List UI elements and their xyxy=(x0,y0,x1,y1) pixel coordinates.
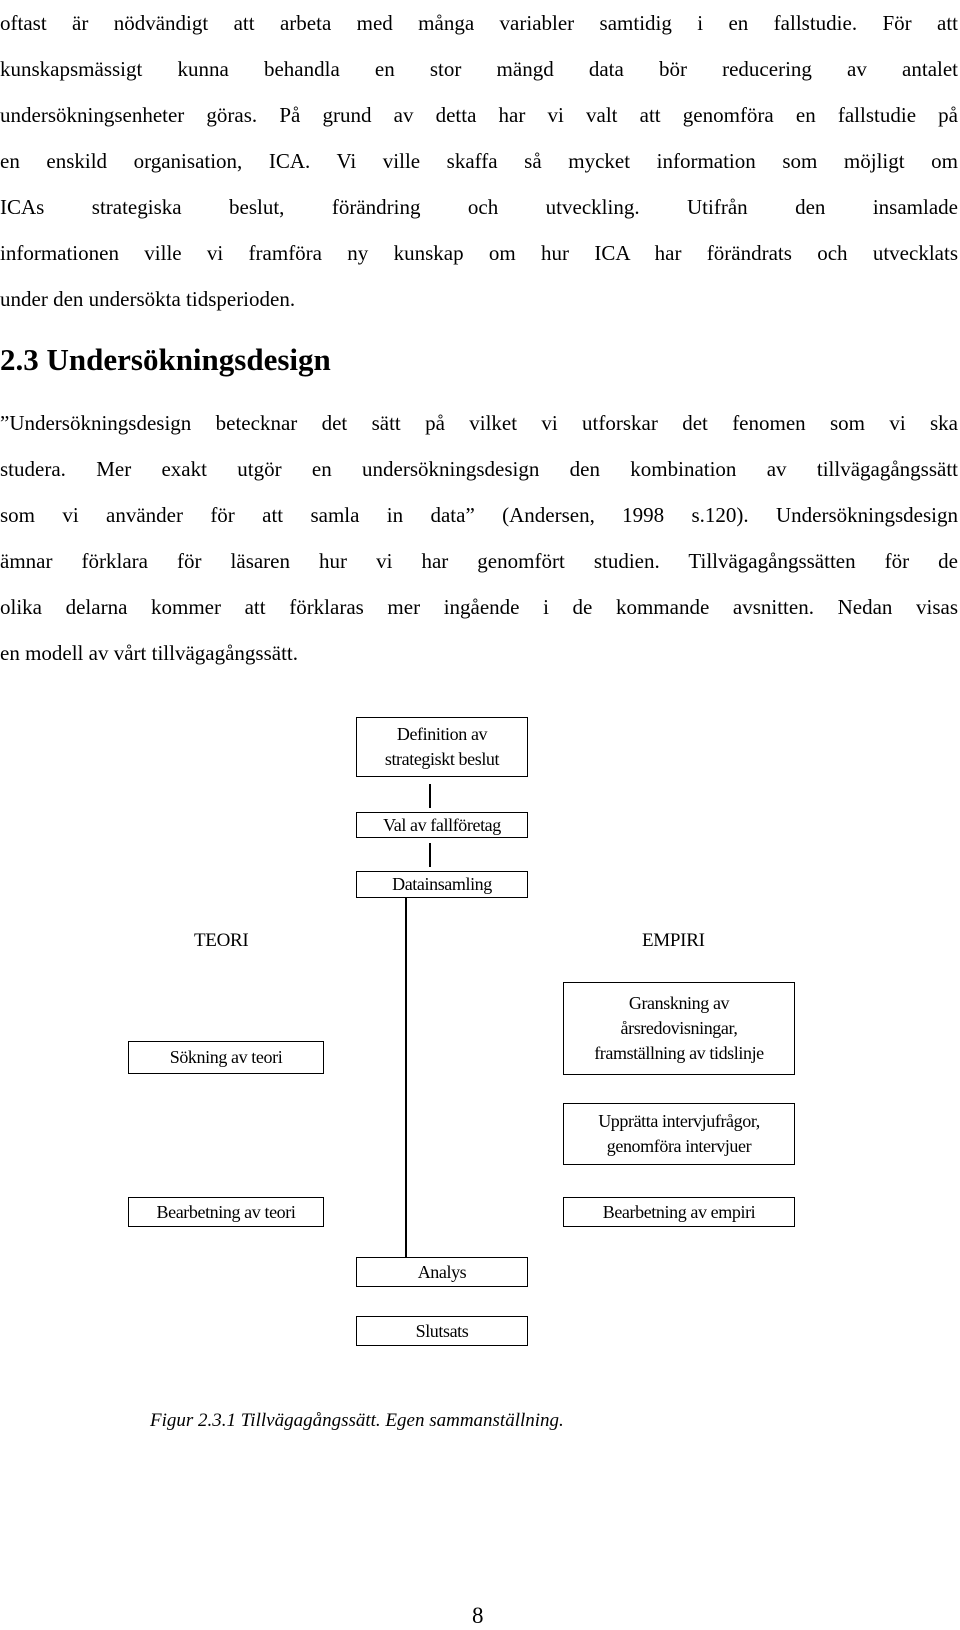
center-connector xyxy=(405,898,407,1257)
intervju-text-line2: genomföra intervjuer xyxy=(606,1136,752,1156)
paragraph-2-line: studera. Mer exakt utgör en undersökningsdesign den kombination av tillvägagångssätt xyxy=(0,457,958,481)
paragraph-2-line: en modell av vårt tillvägagångssätt. xyxy=(0,641,298,665)
paragraph-2-line: ämnar förklara för läsaren hur vi har genomfört studien. Tillvägagångssätten för de xyxy=(0,549,958,573)
paragraph-1-line: informationen ville vi framföra ny kunskap om hur ICA har förändrats och utvecklats xyxy=(0,241,958,265)
empiri-label: EMPIRI xyxy=(642,930,705,951)
definition-box xyxy=(356,717,528,777)
figure-caption: Figur 2.3.1 Tillvägagångssätt. Egen sammanställning. xyxy=(150,1410,564,1431)
paragraph-2-line: ”Undersökningsdesign betecknar det sätt på vilket vi utforskar det fenomen som vi ska xyxy=(0,411,958,435)
sokning-box xyxy=(128,1041,324,1074)
connector-2 xyxy=(429,843,431,867)
analys-text: Analys xyxy=(417,1261,467,1282)
intervju-box xyxy=(563,1103,795,1165)
paragraph-1-line: undersökningsenheter göras. På grund av detta har vi valt att genomföra en fallstudie på xyxy=(0,103,958,127)
definition-text-line1: Definition av xyxy=(396,724,488,744)
slutsats-text: Slutsats xyxy=(415,1320,469,1341)
bearbetning-empiri-text: Bearbetning av empiri xyxy=(602,1201,756,1222)
datainsamling-box xyxy=(356,871,528,898)
val-box xyxy=(356,812,528,838)
datainsamling-text: Datainsamling xyxy=(392,874,492,894)
granskning-text-line1: Granskning av xyxy=(628,993,730,1013)
paragraph-1-line: ICAs strategiska beslut, förändring och utveckling. Utifrån den insamlade xyxy=(0,195,958,219)
analys-box xyxy=(356,1257,528,1287)
paragraph-2-line: som vi använder för att samla in data” (Andersen, 1998 s.120). Undersökningsdesign xyxy=(0,503,958,527)
paragraph-1-line: kunskapsmässigt kunna behandla en stor mängd data bör reducering av antalet xyxy=(0,57,958,81)
granskning-text-line3: framställning av tidslinje xyxy=(594,1043,764,1063)
section-heading: 2.3 Undersökningsdesign xyxy=(0,342,331,377)
bearbetning-teori-text: Bearbetning av teori xyxy=(156,1201,296,1222)
page-number: 8 xyxy=(472,1603,484,1628)
connector-1 xyxy=(429,784,431,808)
bearbetning-empiri-box xyxy=(563,1197,795,1227)
intervju-text-line1: Upprätta intervjufrågor, xyxy=(598,1111,760,1131)
sokning-text: Sökning av teori xyxy=(169,1047,283,1067)
paragraph-1-line: under den undersökta tidsperioden. xyxy=(0,287,296,311)
paragraph-1-line: oftast är nödvändigt att arbeta med många variabler samtidig i en fallstudie. För att xyxy=(0,11,958,35)
body-paragraph-1 xyxy=(0,0,958,322)
bearbetning-teori-box xyxy=(128,1197,324,1227)
body-paragraph-2 xyxy=(0,400,958,676)
granskning-text-line2: årsredovisningar, xyxy=(620,1018,738,1038)
granskning-box xyxy=(563,982,795,1075)
teori-label: TEORI xyxy=(194,930,249,951)
definition-text-line2: strategiskt beslut xyxy=(384,749,500,769)
paragraph-1-line: en enskild organisation, ICA. Vi ville skaffa så mycket information som möjligt om xyxy=(0,149,958,173)
paragraph-2-line: olika delarna kommer att förklaras mer ingående i de kommande avsnitten. Nedan visas xyxy=(0,595,958,619)
slutsats-box xyxy=(356,1316,528,1346)
val-text: Val av fallföretag xyxy=(383,814,501,835)
